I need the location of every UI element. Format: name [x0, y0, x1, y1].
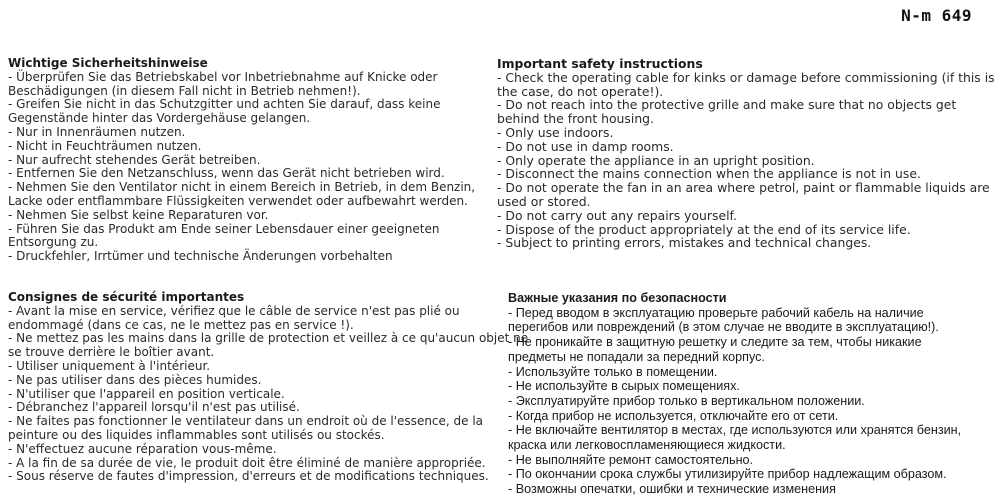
instruction-line: - Когда прибор не используется, отключайте его от сети.	[508, 408, 839, 423]
instruction-line: - Do not use in damp rooms.	[497, 138, 674, 154]
instruction-line: - Nur aufrecht stehendes Gerät betreiben.	[8, 152, 261, 167]
instruction-line: - Überprüfen Sie das Betriebskabel vor Inbetriebnahme auf Knicke oder	[8, 69, 438, 84]
instruction-line: Beschädigungen (in diesem Fall nicht in Betrieb nehmen!).	[8, 83, 361, 98]
instruction-line: - Nehmen Sie selbst keine Reparaturen vor.	[8, 207, 269, 222]
instruction-line: - Используйте только в помещении.	[508, 364, 718, 379]
instruction-line: peinture ou des liquides inflammables sont utilisés ou stockés.	[8, 427, 385, 442]
instruction-line: - Subject to printing errors, mistakes and technical changes.	[497, 235, 872, 251]
instruction-line: - Nur in Innenräumen nutzen.	[8, 124, 186, 139]
section-title-german: Wichtige Sicherheitshinweise	[8, 56, 208, 70]
instruction-line: - Do not operate the fan in an area where petrol, paint or flammable liquids are	[497, 180, 990, 196]
instruction-line: - Dispose of the product appropriately at the end of its service life.	[497, 221, 911, 237]
instruction-line: - Не используйте в сырых помещениях.	[508, 379, 740, 394]
instruction-line: se trouve derrière le boîtier avant.	[8, 345, 215, 360]
instruction-line: used or stored.	[497, 193, 591, 209]
instruction-line: - Do not carry out any repairs yourself.	[497, 207, 737, 223]
instruction-line: endommagé (dans ce cas, ne le mettez pas en service !).	[8, 317, 354, 332]
instruction-line: - Nicht in Feuchträumen nutzen.	[8, 138, 202, 153]
safety-block-russian	[508, 291, 961, 497]
section-title-english: Important safety instructions	[497, 56, 703, 71]
safety-block-english	[497, 57, 995, 250]
instruction-line: - Check the operating cable for kinks or damage before commissioning (if this is	[497, 69, 995, 85]
instruction-line: - Ne faites pas fonctionner le ventilateur dans un endroit où de l'essence, de la	[8, 414, 484, 429]
instruction-line: - Не включайте вентилятор в местах, где используются или хранятся бензин,	[508, 423, 962, 438]
instruction-line: - Avant la mise en service, vérifiez que le câble de service n'est pas plié ou	[8, 303, 460, 318]
instruction-line: - Sous réserve de fautes d'impression, d'erreurs et de modifications techniques.	[8, 469, 489, 484]
safety-block-german	[8, 57, 475, 264]
instruction-line: behind the front housing.	[497, 111, 654, 127]
instruction-line: - Entfernen Sie den Netzanschluss, wenn das Gerät nicht betrieben wird.	[8, 166, 445, 181]
instruction-line: - Эксплуатируйте прибор только в вертикальном положении.	[508, 393, 865, 408]
instruction-line: - Nehmen Sie den Ventilator nicht in einem Bereich in Betrieb, in dem Benzin,	[8, 180, 476, 195]
instruction-line: - Utiliser uniquement à l'intérieur.	[8, 358, 211, 373]
instruction-line: - Only use indoors.	[497, 124, 614, 140]
instruction-line: - Greifen Sie nicht in das Schutzgitter und achten Sie darauf, dass keine	[8, 97, 441, 112]
instruction-line: - Ne mettez pas les mains dans la grille de protection et veillez à ce qu'aucun objet ne	[8, 331, 529, 346]
instruction-line: - N'effectuez aucune réparation vous-même.	[8, 441, 277, 456]
section-title-french: Consignes de sécurité importantes	[8, 290, 245, 304]
instruction-line: - Führen Sie das Produkt am Ende seiner Lebensdauer einer geeigneten	[8, 221, 440, 236]
instruction-line: - Перед вводом в эксплуатацию проверьте рабочий кабель на наличие	[508, 305, 924, 320]
instruction-line: - Возможны опечатки, ошибки и технические изменения	[508, 482, 836, 497]
instruction-line: - Не выполняйте ремонт самостоятельно.	[508, 452, 754, 467]
instruction-line: - Débranchez l'appareil lorsqu'il n'est pas utilisé.	[8, 400, 300, 415]
safety-block-french	[8, 291, 528, 484]
instruction-line: Gegenstände hinter das Vordergehäuse gelangen.	[8, 111, 311, 126]
instruction-line: - A la fin de sa durée de vie, le produit doit être éliminé de manière appropriée.	[8, 455, 486, 470]
instruction-line: - По окончании срока службы утилизируйте прибор надлежащим образом.	[508, 467, 947, 482]
instruction-line: - Only operate the appliance in an upright position.	[497, 152, 815, 168]
model-number: N-m 649	[901, 6, 972, 25]
instruction-line: - Do not reach into the protective grille and make sure that no objects get	[497, 97, 957, 113]
instruction-line: - Ne pas utiliser dans des pièces humides.	[8, 372, 262, 387]
instruction-line: Lacke oder entflammbare Flüssigkeiten verwendet oder aufbewahrt werden.	[8, 193, 468, 208]
instruction-line: - Disconnect the mains connection when the appliance is not in use.	[497, 166, 921, 182]
instruction-line: перегибов или повреждений (в этом случае не вводите в эксплуатацию!).	[508, 320, 939, 335]
instruction-line: - Не проникайте в защитную решетку и следите за тем, чтобы никакие	[508, 335, 922, 350]
instruction-line: - Druckfehler, Irrtümer und technische Änderungen vorbehalten	[8, 249, 393, 264]
instruction-line: - N'utiliser que l'appareil en position verticale.	[8, 386, 285, 401]
instruction-line: Entsorgung zu.	[8, 235, 99, 250]
instruction-line: the case, do not operate!).	[497, 83, 664, 99]
instruction-line: краска или легковоспламеняющиеся жидкости.	[508, 438, 786, 453]
section-title-russian: Важные указания по безопасности	[508, 291, 727, 305]
instruction-line: предметы не попадали за передний корпус.	[508, 349, 765, 364]
